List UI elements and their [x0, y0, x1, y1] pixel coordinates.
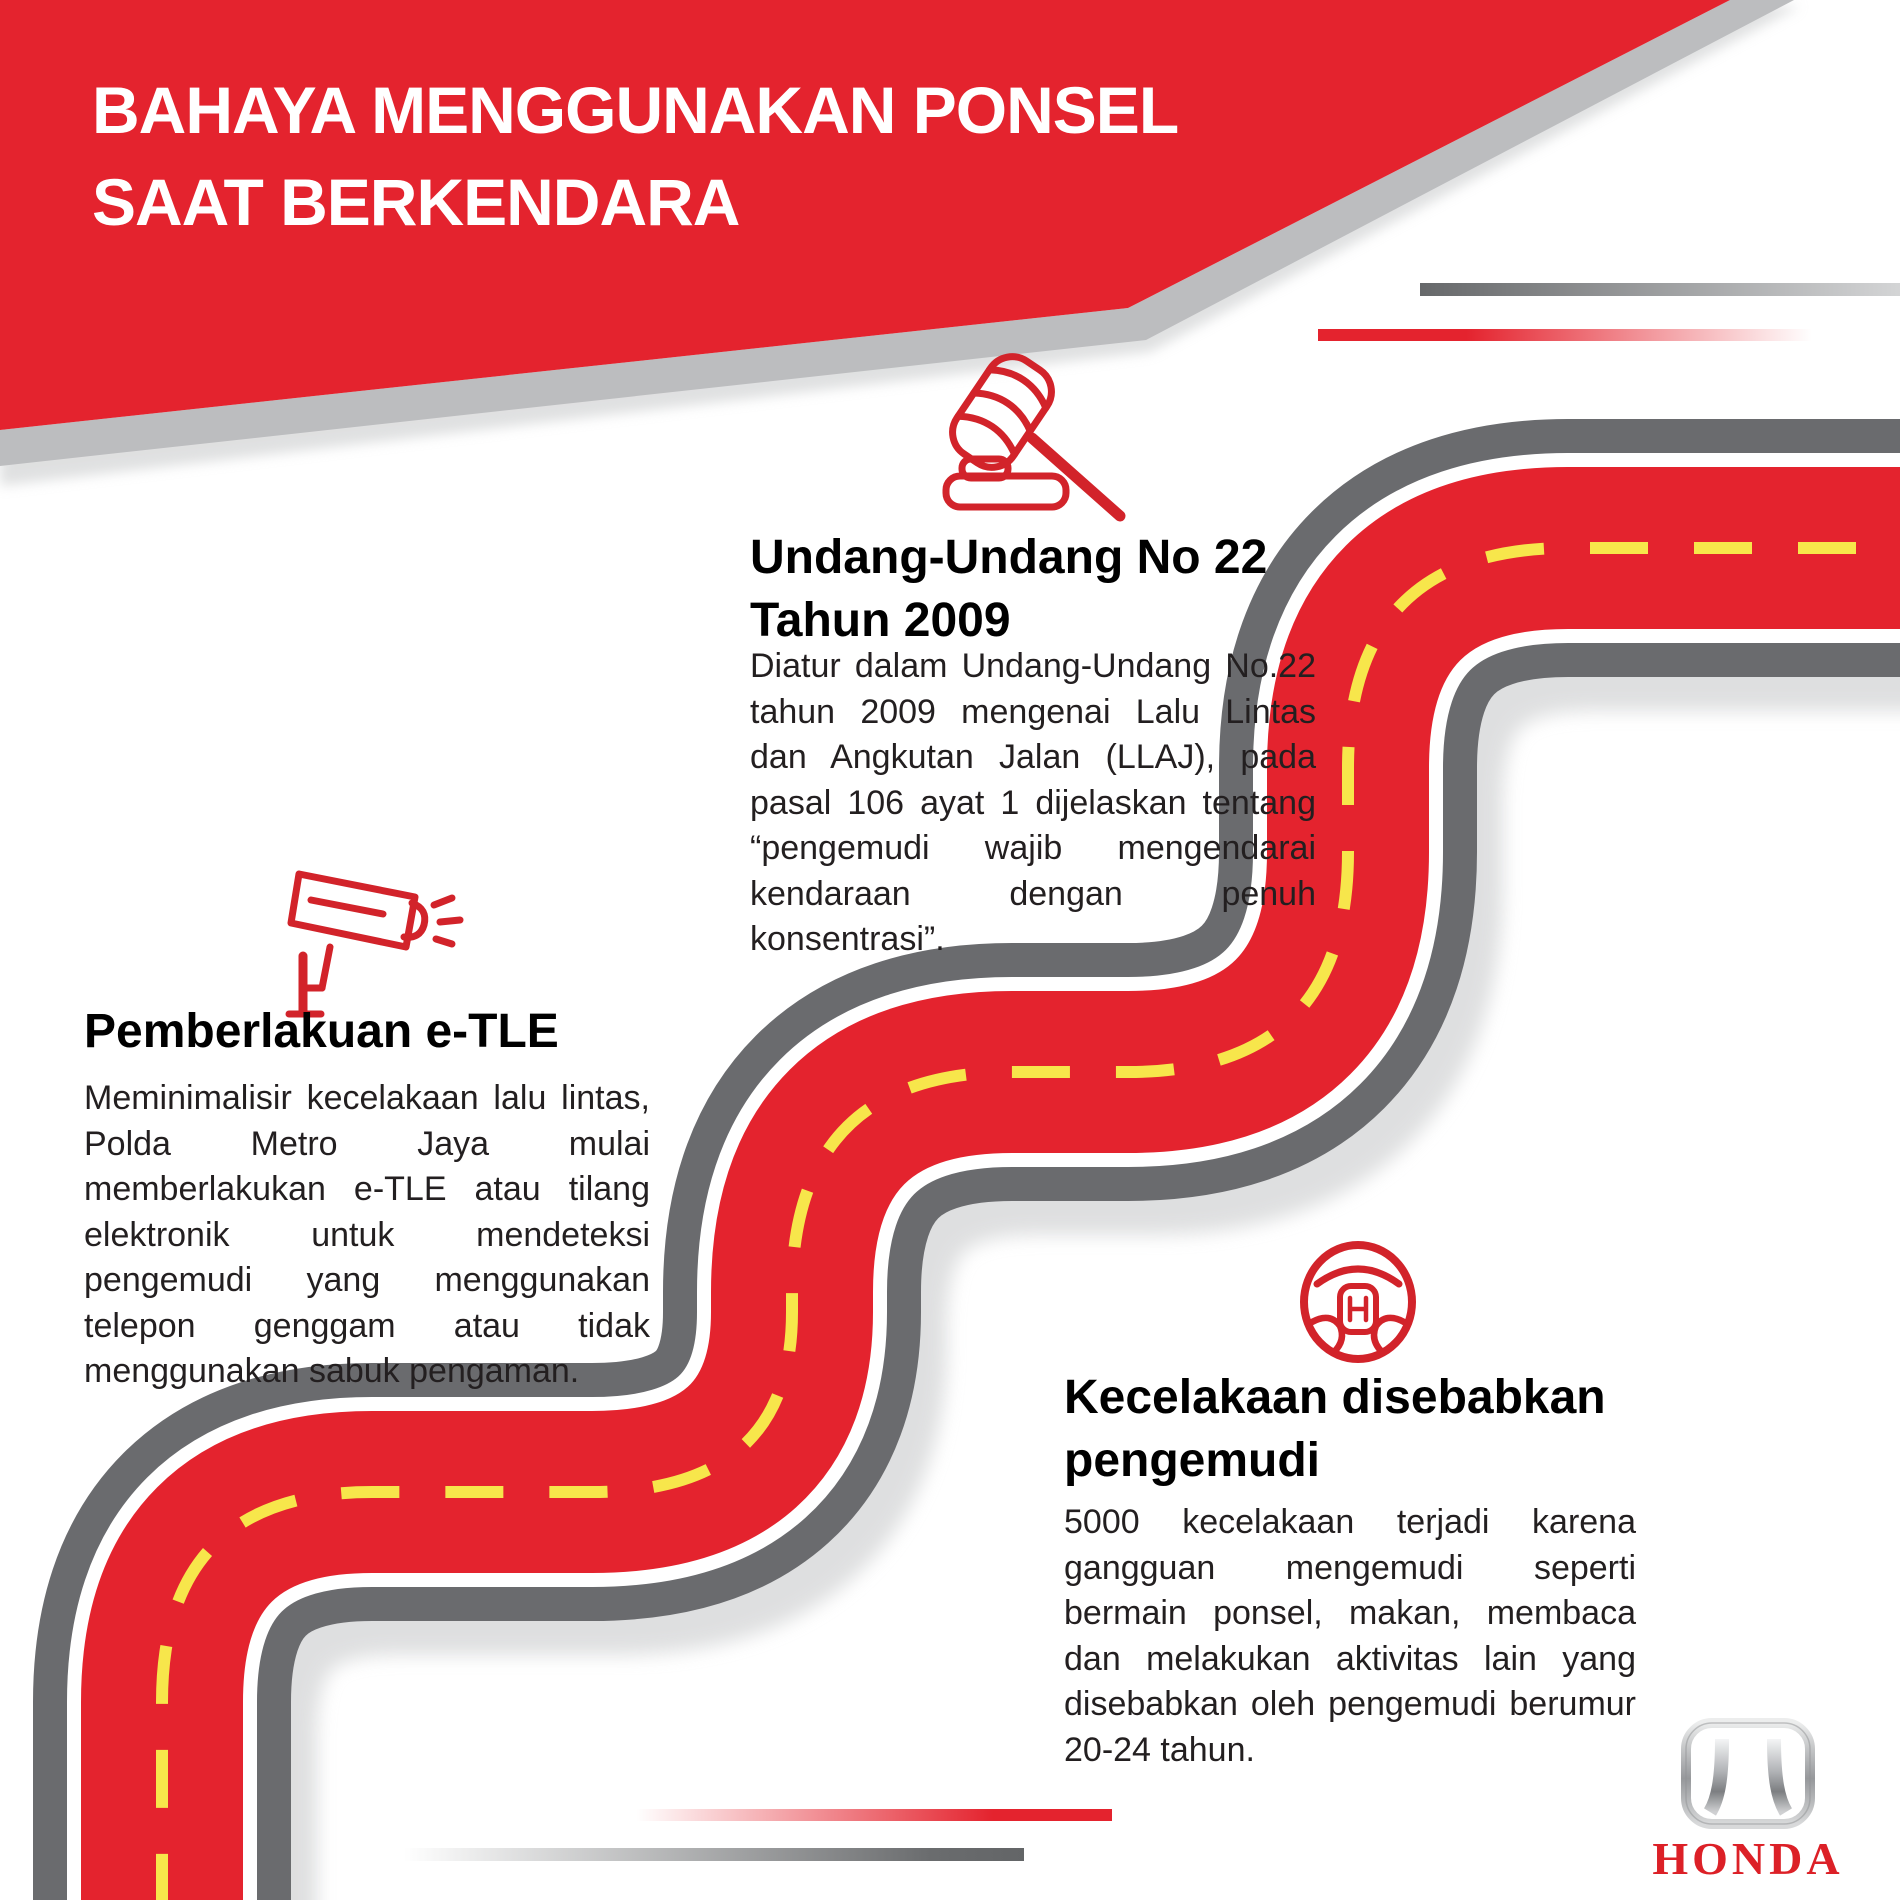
decor-line-gray-bottomleft	[404, 1848, 1024, 1861]
page-title	[92, 64, 1342, 248]
page-title-line2: SAAT BERKENDARA	[92, 165, 740, 239]
decor-line-red-topright	[1318, 329, 1812, 341]
honda-logo-icon	[1686, 1723, 1810, 1824]
law-section-body: Diatur dalam Undang-Undang No.22 tahun 2009 mengenai Lalu Lintas dan Angkutan Jalan (LLAJ), pada pasal 106 ayat 1 dijelaskan tentang “pengemudi wajib mengendarai kendaraan dengan penuh konsentrasi”.	[750, 647, 1316, 958]
etle-section-body: Meminimalisir kecelakaan lalu lintas, Polda Metro Jaya mulai memberlakukan e-TLE atau tilang elektronik untuk mendeteksi pengemudi yang menggunakan telepon genggam atau tidak menggunakan sabuk pengaman.	[84, 1079, 650, 1390]
page-title-line1: BAHAYA MENGGUNAKAN PONSEL	[92, 73, 1179, 147]
decor-line-red-bottomleft	[636, 1809, 1112, 1821]
honda-wordmark: HONDA	[1652, 1833, 1844, 1884]
cctv-icon	[289, 874, 460, 1014]
law-section-heading: Undang-Undang No 22 Tahun 2009	[750, 531, 1268, 647]
decor-line-gray-topright	[1420, 283, 1900, 296]
steering-wheel-icon	[1304, 1245, 1412, 1359]
accident-section-heading: Kecelakaan disebabkan pengemudi	[1064, 1371, 1606, 1487]
etle-section-heading: Pemberlakuan e-TLE	[84, 1005, 559, 1058]
accident-section-body: 5000 kecelakaan terjadi karena gangguan mengemudi seperti bermain ponsel, makan, membaca dan melakukan aktivitas lain yang disebabkan oleh pengemudi berumur 20-24 tahun.	[1064, 1503, 1636, 1769]
